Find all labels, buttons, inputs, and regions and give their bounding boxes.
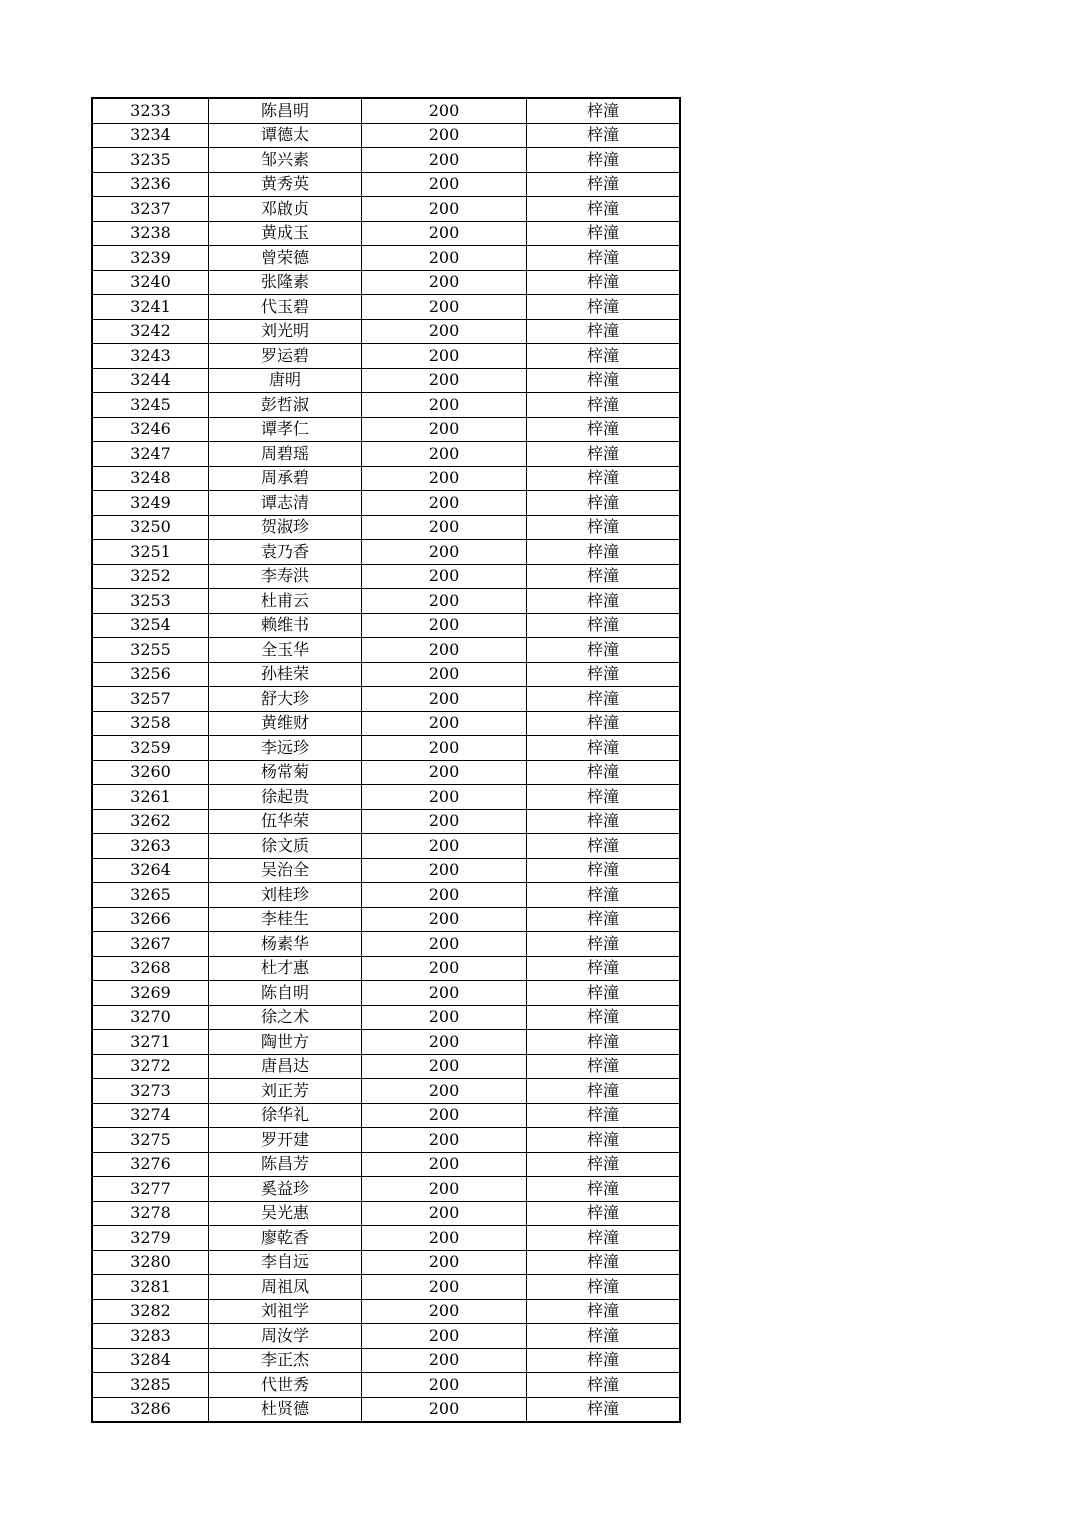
cell-id: 3236 xyxy=(92,172,209,197)
cell-name: 代玉碧 xyxy=(209,295,362,320)
table-row xyxy=(92,564,680,589)
table-row xyxy=(92,148,680,173)
cell-place: 梓潼 xyxy=(527,932,681,957)
cell-id: 3249 xyxy=(92,491,209,516)
cell-amount: 200 xyxy=(362,981,527,1006)
table-row xyxy=(92,1177,680,1202)
cell-amount: 200 xyxy=(362,368,527,393)
cell-id: 3286 xyxy=(92,1397,209,1422)
cell-amount: 200 xyxy=(362,809,527,834)
cell-place: 梓潼 xyxy=(527,981,681,1006)
cell-name: 李正杰 xyxy=(209,1348,362,1373)
table-row xyxy=(92,662,680,687)
cell-name: 谭德太 xyxy=(209,123,362,148)
cell-amount: 200 xyxy=(362,1299,527,1324)
cell-name: 刘桂珍 xyxy=(209,883,362,908)
cell-amount: 200 xyxy=(362,785,527,810)
cell-name: 陈自明 xyxy=(209,981,362,1006)
cell-amount: 200 xyxy=(362,98,527,123)
cell-place: 梓潼 xyxy=(527,491,681,516)
cell-name: 刘正芳 xyxy=(209,1079,362,1104)
cell-id: 3266 xyxy=(92,907,209,932)
cell-id: 3238 xyxy=(92,221,209,246)
cell-place: 梓潼 xyxy=(527,858,681,883)
cell-name: 杜才惠 xyxy=(209,956,362,981)
cell-name: 黄成玉 xyxy=(209,221,362,246)
table-row xyxy=(92,442,680,467)
cell-place: 梓潼 xyxy=(527,1348,681,1373)
cell-amount: 200 xyxy=(362,687,527,712)
cell-amount: 200 xyxy=(362,1005,527,1030)
cell-id: 3253 xyxy=(92,589,209,614)
cell-amount: 200 xyxy=(362,907,527,932)
cell-amount: 200 xyxy=(362,1177,527,1202)
cell-amount: 200 xyxy=(362,858,527,883)
table-row xyxy=(92,393,680,418)
cell-place: 梓潼 xyxy=(527,564,681,589)
cell-name: 赖维书 xyxy=(209,613,362,638)
table-row xyxy=(92,1397,680,1422)
cell-name: 刘光明 xyxy=(209,319,362,344)
cell-name: 全玉华 xyxy=(209,638,362,663)
cell-id: 3269 xyxy=(92,981,209,1006)
table-row xyxy=(92,1054,680,1079)
cell-id: 3284 xyxy=(92,1348,209,1373)
cell-name: 谭孝仁 xyxy=(209,417,362,442)
cell-id: 3273 xyxy=(92,1079,209,1104)
table-row xyxy=(92,834,680,859)
cell-name: 李桂生 xyxy=(209,907,362,932)
cell-id: 3243 xyxy=(92,344,209,369)
cell-amount: 200 xyxy=(362,1030,527,1055)
cell-id: 3267 xyxy=(92,932,209,957)
cell-place: 梓潼 xyxy=(527,1373,681,1398)
cell-id: 3280 xyxy=(92,1250,209,1275)
cell-name: 贺淑珍 xyxy=(209,515,362,540)
cell-amount: 200 xyxy=(362,736,527,761)
cell-place: 梓潼 xyxy=(527,711,681,736)
cell-amount: 200 xyxy=(362,638,527,663)
cell-id: 3241 xyxy=(92,295,209,320)
cell-place: 梓潼 xyxy=(527,1177,681,1202)
table-row xyxy=(92,1201,680,1226)
cell-place: 梓潼 xyxy=(527,1152,681,1177)
cell-name: 徐之术 xyxy=(209,1005,362,1030)
cell-place: 梓潼 xyxy=(527,540,681,565)
table-row xyxy=(92,1152,680,1177)
cell-amount: 200 xyxy=(362,1128,527,1153)
table-row xyxy=(92,785,680,810)
cell-place: 梓潼 xyxy=(527,344,681,369)
cell-place: 梓潼 xyxy=(527,1201,681,1226)
cell-amount: 200 xyxy=(362,172,527,197)
cell-id: 3277 xyxy=(92,1177,209,1202)
cell-name: 舒大珍 xyxy=(209,687,362,712)
cell-name: 邹兴素 xyxy=(209,148,362,173)
table-row xyxy=(92,98,680,123)
table-row xyxy=(92,1373,680,1398)
cell-place: 梓潼 xyxy=(527,515,681,540)
cell-id: 3239 xyxy=(92,246,209,271)
table-row xyxy=(92,344,680,369)
table-row xyxy=(92,1226,680,1251)
cell-place: 梓潼 xyxy=(527,662,681,687)
table-row xyxy=(92,172,680,197)
cell-name: 李远珍 xyxy=(209,736,362,761)
table-row xyxy=(92,1030,680,1055)
cell-name: 杜贤德 xyxy=(209,1397,362,1422)
cell-place: 梓潼 xyxy=(527,98,681,123)
cell-place: 梓潼 xyxy=(527,736,681,761)
table-row xyxy=(92,270,680,295)
cell-name: 陈昌明 xyxy=(209,98,362,123)
cell-id: 3242 xyxy=(92,319,209,344)
cell-id: 3244 xyxy=(92,368,209,393)
cell-id: 3248 xyxy=(92,466,209,491)
table-row xyxy=(92,319,680,344)
cell-name: 周碧瑶 xyxy=(209,442,362,467)
cell-amount: 200 xyxy=(362,442,527,467)
cell-id: 3252 xyxy=(92,564,209,589)
table-row xyxy=(92,1250,680,1275)
cell-id: 3257 xyxy=(92,687,209,712)
cell-place: 梓潼 xyxy=(527,1397,681,1422)
cell-id: 3265 xyxy=(92,883,209,908)
cell-id: 3258 xyxy=(92,711,209,736)
cell-place: 梓潼 xyxy=(527,809,681,834)
cell-id: 3234 xyxy=(92,123,209,148)
table-row xyxy=(92,613,680,638)
cell-amount: 200 xyxy=(362,1054,527,1079)
cell-id: 3282 xyxy=(92,1299,209,1324)
cell-id: 3281 xyxy=(92,1275,209,1300)
cell-amount: 200 xyxy=(362,662,527,687)
cell-place: 梓潼 xyxy=(527,368,681,393)
cell-place: 梓潼 xyxy=(527,123,681,148)
cell-place: 梓潼 xyxy=(527,319,681,344)
cell-id: 3275 xyxy=(92,1128,209,1153)
cell-place: 梓潼 xyxy=(527,613,681,638)
cell-name: 陶世方 xyxy=(209,1030,362,1055)
cell-place: 梓潼 xyxy=(527,1299,681,1324)
cell-name: 杨常菊 xyxy=(209,760,362,785)
cell-amount: 200 xyxy=(362,1152,527,1177)
cell-name: 伍华荣 xyxy=(209,809,362,834)
cell-amount: 200 xyxy=(362,1373,527,1398)
cell-amount: 200 xyxy=(362,295,527,320)
cell-id: 3279 xyxy=(92,1226,209,1251)
cell-id: 3285 xyxy=(92,1373,209,1398)
cell-id: 3259 xyxy=(92,736,209,761)
cell-place: 梓潼 xyxy=(527,1054,681,1079)
table-row xyxy=(92,491,680,516)
roster-table xyxy=(91,97,681,1423)
table-row xyxy=(92,123,680,148)
cell-place: 梓潼 xyxy=(527,172,681,197)
table-row xyxy=(92,638,680,663)
cell-name: 吴治全 xyxy=(209,858,362,883)
cell-amount: 200 xyxy=(362,932,527,957)
cell-place: 梓潼 xyxy=(527,246,681,271)
cell-place: 梓潼 xyxy=(527,1226,681,1251)
table-row xyxy=(92,711,680,736)
table-row xyxy=(92,1324,680,1349)
cell-id: 3255 xyxy=(92,638,209,663)
cell-place: 梓潼 xyxy=(527,785,681,810)
cell-amount: 200 xyxy=(362,221,527,246)
cell-place: 梓潼 xyxy=(527,1128,681,1153)
cell-name: 李寿洪 xyxy=(209,564,362,589)
cell-amount: 200 xyxy=(362,148,527,173)
table-row xyxy=(92,1005,680,1030)
cell-id: 3263 xyxy=(92,834,209,859)
cell-name: 罗开建 xyxy=(209,1128,362,1153)
cell-amount: 200 xyxy=(362,760,527,785)
cell-amount: 200 xyxy=(362,711,527,736)
cell-place: 梓潼 xyxy=(527,1275,681,1300)
cell-place: 梓潼 xyxy=(527,834,681,859)
cell-amount: 200 xyxy=(362,956,527,981)
cell-place: 梓潼 xyxy=(527,1005,681,1030)
cell-name: 陈昌芳 xyxy=(209,1152,362,1177)
cell-place: 梓潼 xyxy=(527,907,681,932)
cell-id: 3250 xyxy=(92,515,209,540)
cell-name: 杨素华 xyxy=(209,932,362,957)
cell-place: 梓潼 xyxy=(527,1324,681,1349)
cell-id: 3272 xyxy=(92,1054,209,1079)
cell-amount: 200 xyxy=(362,613,527,638)
cell-amount: 200 xyxy=(362,540,527,565)
cell-name: 周汝学 xyxy=(209,1324,362,1349)
cell-name: 谭志清 xyxy=(209,491,362,516)
cell-name: 黄维财 xyxy=(209,711,362,736)
table-row xyxy=(92,197,680,222)
cell-id: 3276 xyxy=(92,1152,209,1177)
cell-amount: 200 xyxy=(362,417,527,442)
cell-name: 周承碧 xyxy=(209,466,362,491)
cell-name: 袁乃香 xyxy=(209,540,362,565)
table-row xyxy=(92,540,680,565)
cell-name: 杜甫云 xyxy=(209,589,362,614)
cell-id: 3237 xyxy=(92,197,209,222)
cell-id: 3283 xyxy=(92,1324,209,1349)
cell-amount: 200 xyxy=(362,1226,527,1251)
cell-id: 3264 xyxy=(92,858,209,883)
table-row xyxy=(92,1299,680,1324)
cell-name: 代世秀 xyxy=(209,1373,362,1398)
cell-id: 3240 xyxy=(92,270,209,295)
cell-place: 梓潼 xyxy=(527,760,681,785)
cell-name: 廖乾香 xyxy=(209,1226,362,1251)
cell-place: 梓潼 xyxy=(527,589,681,614)
cell-id: 3262 xyxy=(92,809,209,834)
cell-id: 3256 xyxy=(92,662,209,687)
table-row xyxy=(92,883,680,908)
cell-id: 3235 xyxy=(92,148,209,173)
cell-name: 罗运碧 xyxy=(209,344,362,369)
cell-id: 3251 xyxy=(92,540,209,565)
table-row xyxy=(92,858,680,883)
cell-id: 3260 xyxy=(92,760,209,785)
cell-place: 梓潼 xyxy=(527,883,681,908)
cell-name: 彭哲淑 xyxy=(209,393,362,418)
cell-id: 3270 xyxy=(92,1005,209,1030)
cell-id: 3274 xyxy=(92,1103,209,1128)
table-row xyxy=(92,221,680,246)
cell-place: 梓潼 xyxy=(527,1103,681,1128)
cell-amount: 200 xyxy=(362,1103,527,1128)
cell-id: 3268 xyxy=(92,956,209,981)
table-row xyxy=(92,515,680,540)
table-row xyxy=(92,589,680,614)
cell-place: 梓潼 xyxy=(527,197,681,222)
cell-amount: 200 xyxy=(362,246,527,271)
cell-amount: 200 xyxy=(362,1324,527,1349)
cell-place: 梓潼 xyxy=(527,295,681,320)
table-row xyxy=(92,1079,680,1104)
table-row xyxy=(92,932,680,957)
cell-amount: 200 xyxy=(362,197,527,222)
cell-amount: 200 xyxy=(362,1348,527,1373)
cell-id: 3271 xyxy=(92,1030,209,1055)
table-row xyxy=(92,981,680,1006)
cell-name: 黄秀英 xyxy=(209,172,362,197)
cell-place: 梓潼 xyxy=(527,956,681,981)
cell-amount: 200 xyxy=(362,564,527,589)
cell-id: 3278 xyxy=(92,1201,209,1226)
roster-table-body xyxy=(92,98,680,1422)
cell-id: 3254 xyxy=(92,613,209,638)
cell-id: 3247 xyxy=(92,442,209,467)
cell-place: 梓潼 xyxy=(527,270,681,295)
cell-id: 3233 xyxy=(92,98,209,123)
cell-amount: 200 xyxy=(362,515,527,540)
table-row xyxy=(92,760,680,785)
cell-name: 刘祖学 xyxy=(209,1299,362,1324)
table-row xyxy=(92,1275,680,1300)
cell-name: 徐起贵 xyxy=(209,785,362,810)
cell-id: 3245 xyxy=(92,393,209,418)
table-row xyxy=(92,417,680,442)
cell-place: 梓潼 xyxy=(527,1030,681,1055)
table-row xyxy=(92,736,680,761)
cell-name: 吴光惠 xyxy=(209,1201,362,1226)
cell-name: 孙桂荣 xyxy=(209,662,362,687)
cell-id: 3246 xyxy=(92,417,209,442)
cell-amount: 200 xyxy=(362,393,527,418)
cell-amount: 200 xyxy=(362,319,527,344)
table-row xyxy=(92,1348,680,1373)
table-row xyxy=(92,907,680,932)
cell-name: 周祖凤 xyxy=(209,1275,362,1300)
cell-amount: 200 xyxy=(362,1397,527,1422)
cell-id: 3261 xyxy=(92,785,209,810)
table-row xyxy=(92,1103,680,1128)
cell-amount: 200 xyxy=(362,883,527,908)
cell-name: 唐明 xyxy=(209,368,362,393)
table-row xyxy=(92,246,680,271)
cell-place: 梓潼 xyxy=(527,148,681,173)
table-row xyxy=(92,687,680,712)
table-row xyxy=(92,956,680,981)
cell-place: 梓潼 xyxy=(527,1079,681,1104)
cell-place: 梓潼 xyxy=(527,687,681,712)
cell-amount: 200 xyxy=(362,1275,527,1300)
cell-amount: 200 xyxy=(362,344,527,369)
cell-place: 梓潼 xyxy=(527,417,681,442)
cell-place: 梓潼 xyxy=(527,442,681,467)
cell-place: 梓潼 xyxy=(527,466,681,491)
table-row xyxy=(92,295,680,320)
cell-name: 张隆素 xyxy=(209,270,362,295)
cell-amount: 200 xyxy=(362,1079,527,1104)
cell-name: 邓啟贞 xyxy=(209,197,362,222)
cell-amount: 200 xyxy=(362,834,527,859)
table-row xyxy=(92,1128,680,1153)
cell-name: 李自远 xyxy=(209,1250,362,1275)
table-row xyxy=(92,809,680,834)
cell-place: 梓潼 xyxy=(527,1250,681,1275)
cell-name: 奚益珍 xyxy=(209,1177,362,1202)
cell-name: 曾荣德 xyxy=(209,246,362,271)
cell-amount: 200 xyxy=(362,1201,527,1226)
cell-amount: 200 xyxy=(362,491,527,516)
cell-name: 唐昌达 xyxy=(209,1054,362,1079)
cell-name: 徐文质 xyxy=(209,834,362,859)
cell-amount: 200 xyxy=(362,123,527,148)
cell-name: 徐华礼 xyxy=(209,1103,362,1128)
cell-place: 梓潼 xyxy=(527,638,681,663)
cell-amount: 200 xyxy=(362,270,527,295)
table-row xyxy=(92,368,680,393)
table-row xyxy=(92,466,680,491)
cell-place: 梓潼 xyxy=(527,393,681,418)
cell-amount: 200 xyxy=(362,1250,527,1275)
cell-amount: 200 xyxy=(362,589,527,614)
cell-amount: 200 xyxy=(362,466,527,491)
cell-place: 梓潼 xyxy=(527,221,681,246)
